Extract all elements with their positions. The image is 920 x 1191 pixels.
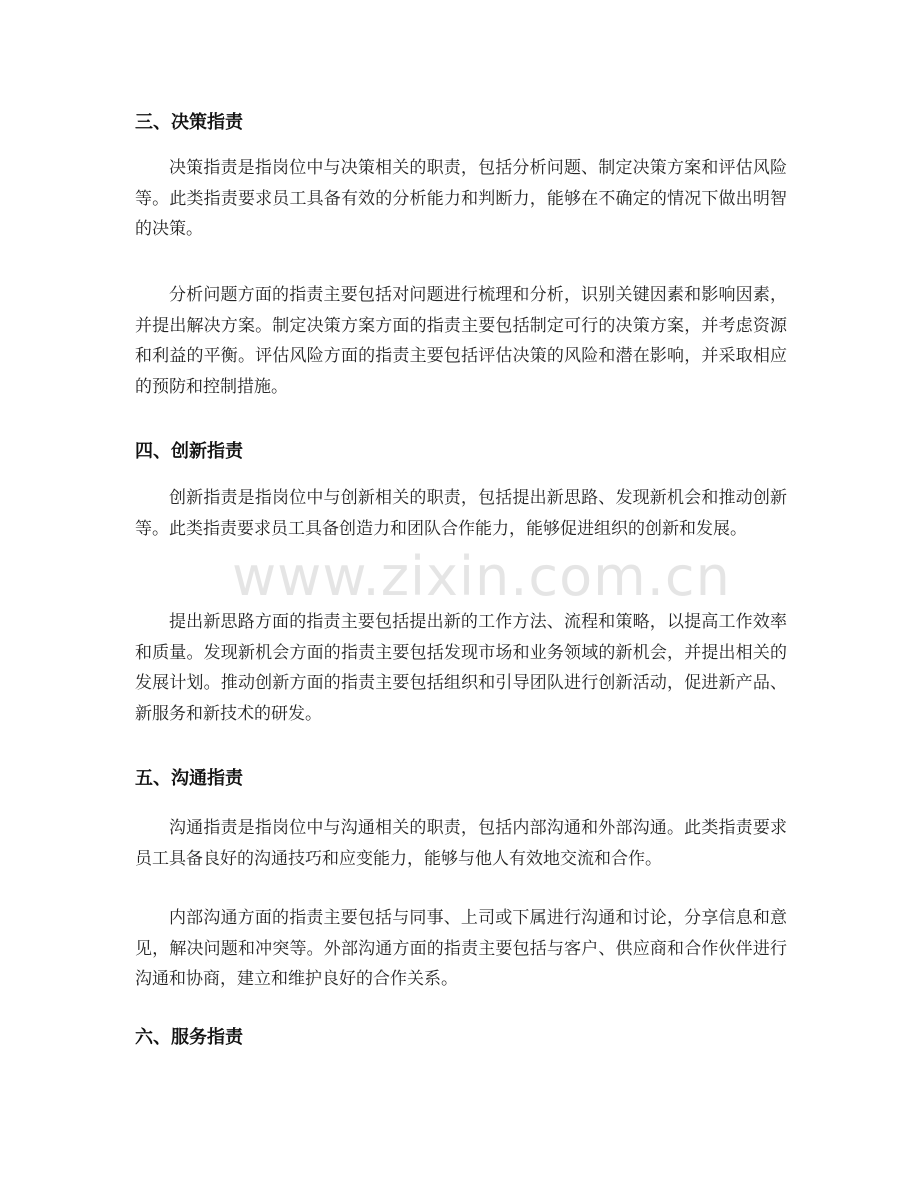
paragraph-communication-detail: 内部沟通方面的指责主要包括与同事、上司或下属进行沟通和讨论，分享信息和意见，解决问题和冲突等。外部沟通方面的指责主要包括与客户、供应商和合作伙伴进行沟通和协商，建立和维护良好的合作关系。 xyxy=(135,908,787,989)
paragraph-decision-detail: 分析问题方面的指责主要包括对问题进行梳理和分析，识别关键因素和影响因素，并提出解决方案。制定决策方案方面的指责主要包括制定可行的决策方案，并考虑资源和利益的平衡。评估风险方面的指责主要包括评估决策的风险和潜在影响，并采取相应的预防和控制措施。 xyxy=(135,285,787,397)
section-heading-communication: 五、沟通指责 xyxy=(135,768,243,789)
paragraph-innovation-intro: 创新指责是指岗位中与创新相关的职责，包括提出新思路、发现新机会和推动创新等。此类指责要求员工具备创造力和团队合作能力，能够促进组织的创新和发展。 xyxy=(135,488,787,539)
paragraph-communication-intro: 沟通指责是指岗位中与沟通相关的职责，包括内部沟通和外部沟通。此类指责要求员工具备良好的沟通技巧和应变能力，能够与他人有效地交流和合作。 xyxy=(135,818,787,869)
section-heading-innovation: 四、创新指责 xyxy=(135,441,243,462)
section-heading-decision: 三、决策指责 xyxy=(135,112,243,133)
watermark: www.zixin.com.cn xyxy=(232,545,731,608)
paragraph-decision-intro: 决策指责是指岗位中与决策相关的职责，包括分析问题、制定决策方案和评估风险等。此类指责要求员工具备有效的分析能力和判断力，能够在不确定的情况下做出明智的决策。 xyxy=(135,158,787,239)
paragraph-innovation-detail: 提出新思路方面的指责主要包括提出新的工作方法、流程和策略，以提高工作效率和质量。发现新机会方面的指责主要包括发现市场和业务领域的新机会，并提出相关的发展计划。推动创新方面的指责主要包括组织和引导团队进行创新活动，促进新产品、新服务和新技术的研发。 xyxy=(135,612,787,724)
section-heading-service: 六、服务指责 xyxy=(135,1027,243,1048)
